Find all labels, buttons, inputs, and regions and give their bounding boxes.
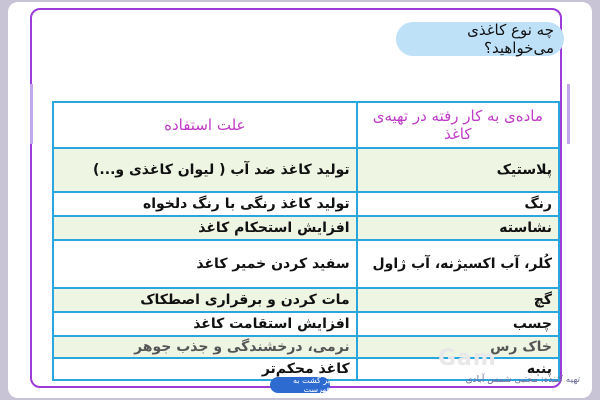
- credit-text: تهیه کننده: مجتبی شمس آبادی: [465, 375, 580, 385]
- material-cell: کُلر، آب اکسیژنه، آب ژاول: [357, 240, 559, 288]
- cause-cell: تولید کاغذ رنگی با رنگ دلخواه: [53, 192, 357, 216]
- question-bubble: چه نوع کاغذی می‌خواهید؟: [396, 22, 564, 56]
- cause-cell: افزایش استحکام کاغذ: [53, 216, 357, 240]
- back-to-index-button[interactable]: بر گشت به فهرست: [270, 377, 330, 393]
- header-material: ماده‌ی به کار رفته در تهیه‌ی کاغذ: [357, 102, 559, 148]
- material-cell: چسب: [357, 312, 559, 336]
- watermark-logo: Gam: [438, 346, 497, 371]
- table-row: [53, 240, 559, 288]
- cause-cell: کاغذ محکم‌تر: [53, 358, 357, 380]
- table-row: [53, 148, 559, 192]
- table-row: [53, 192, 559, 216]
- material-cell: پنبه: [357, 358, 559, 380]
- material-cell: نشاسته: [357, 216, 559, 240]
- cause-cell: نرمی، درخشندگی و جذب جوهر: [53, 336, 357, 358]
- table-row: [53, 288, 559, 312]
- right-edge-bar: [567, 84, 570, 144]
- material-cell: پلاستیک: [357, 148, 559, 192]
- cause-cell: سفید کردن خمیر کاغذ: [53, 240, 357, 288]
- header-cause: علت استفاده: [53, 102, 357, 148]
- table-row: [53, 312, 559, 336]
- material-cell: گچ: [357, 288, 559, 312]
- material-cell: رنگ: [357, 192, 559, 216]
- left-edge-bar: [30, 84, 33, 144]
- table-row: [53, 216, 559, 240]
- materials-table: [52, 101, 560, 381]
- table-header-row: [53, 102, 559, 148]
- cause-cell: تولید کاغذ ضد آب ( لیوان کاغذی و...): [53, 148, 357, 192]
- material-cell: خاک رس: [357, 336, 559, 358]
- cause-cell: مات کردن و برقراری اصطکاک: [53, 288, 357, 312]
- cause-cell: افزایش استقامت کاغذ: [53, 312, 357, 336]
